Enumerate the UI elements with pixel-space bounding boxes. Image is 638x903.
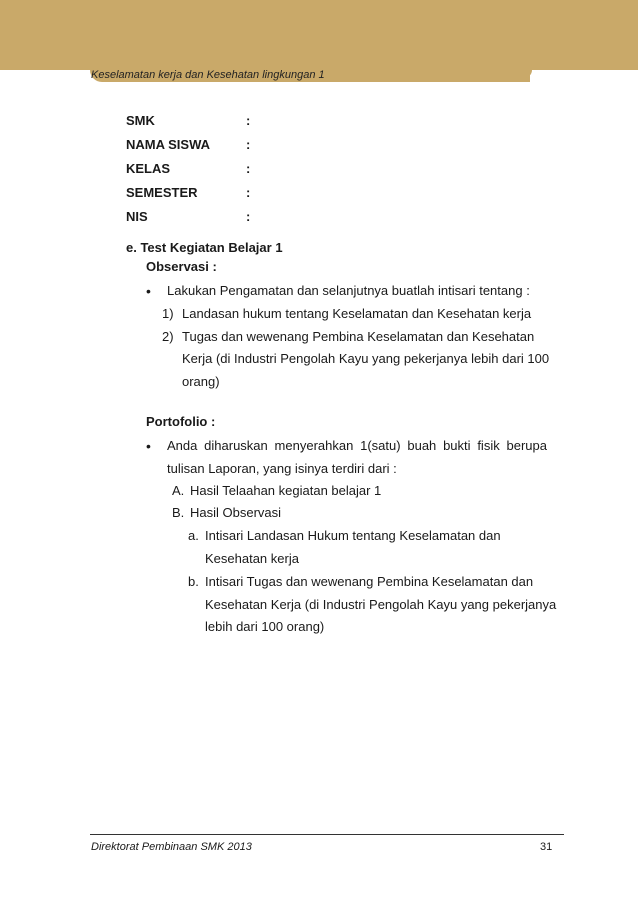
footer-divider (90, 834, 564, 835)
identity-colon: : (246, 161, 251, 176)
list-item-text: Tugas dan wewenang Pembina Keselamatan dan Kesehatan (182, 329, 535, 344)
list-item-number: 2) (162, 329, 174, 344)
word: 1(satu) (360, 438, 401, 453)
identity-label: KELAS (126, 161, 171, 176)
portofolio-instruction-line2: tulisan Laporan, yang isinya terdiri dari : (167, 461, 397, 476)
word: diharuskan (204, 438, 268, 453)
identity-colon: : (246, 113, 251, 128)
portofolio-instruction-line1 (167, 438, 547, 454)
portofolio-title: Portofolio : (146, 414, 216, 429)
identity-label: SMK (126, 113, 155, 128)
list-item-text-cont: orang) (182, 374, 220, 389)
sub-item-text-cont: Kesehatan kerja (205, 551, 299, 566)
sub-item-letter: a. (188, 528, 199, 543)
word: menyerahkan (274, 438, 354, 453)
section-heading: e. Test Kegiatan Belajar 1 (126, 240, 283, 255)
list-item-letter: B. (172, 505, 185, 520)
identity-colon: : (246, 137, 251, 152)
identity-colon: : (246, 209, 251, 224)
sub-item-text-cont: Kesehatan Kerja (di Industri Pengolah Kayu yang pekerjanya (205, 597, 557, 612)
sub-item-letter: b. (188, 574, 199, 589)
identity-colon: : (246, 185, 251, 200)
word: Anda (167, 438, 198, 453)
word: fisik (477, 438, 500, 453)
word: buah (407, 438, 437, 453)
list-item-text-cont: Kerja (di Industri Pengolah Kayu yang pekerjanya lebih dari 100 (182, 351, 550, 366)
sub-item-text: Intisari Tugas dan wewenang Pembina Keselamatan dan (205, 574, 534, 589)
list-item-number: 1) (162, 306, 174, 321)
observasi-title: Observasi : (146, 259, 217, 274)
list-item-letter: A. (172, 483, 185, 498)
page-number: 31 (540, 841, 553, 853)
observasi-instruction: Lakukan Pengamatan dan selanjutnya buatlah intisari tentang : (167, 283, 530, 298)
word: berupa (506, 438, 547, 453)
footer-publisher: Direktorat Pembinaan SMK 2013 (91, 841, 252, 853)
bullet-icon: • (146, 438, 151, 454)
running-header-title: Keselamatan kerja dan Kesehatan lingkungan 1 (91, 69, 325, 81)
bullet-icon: • (146, 283, 151, 299)
list-item-text: Landasan hukum tentang Keselamatan dan Kesehatan kerja (182, 306, 532, 321)
list-item-text: Hasil Observasi (190, 505, 282, 520)
list-item-text: Hasil Telaahan kegiatan belajar 1 (190, 483, 382, 498)
header-band (0, 0, 638, 70)
word: bukti (443, 438, 471, 453)
identity-label: NAMA SISWA (126, 137, 211, 152)
sub-item-text: Intisari Landasan Hukum tentang Keselamatan dan (205, 528, 501, 543)
identity-label: SEMESTER (126, 185, 198, 200)
sub-item-text-cont: lebih dari 100 orang) (205, 619, 325, 634)
identity-label: NIS (126, 209, 148, 224)
